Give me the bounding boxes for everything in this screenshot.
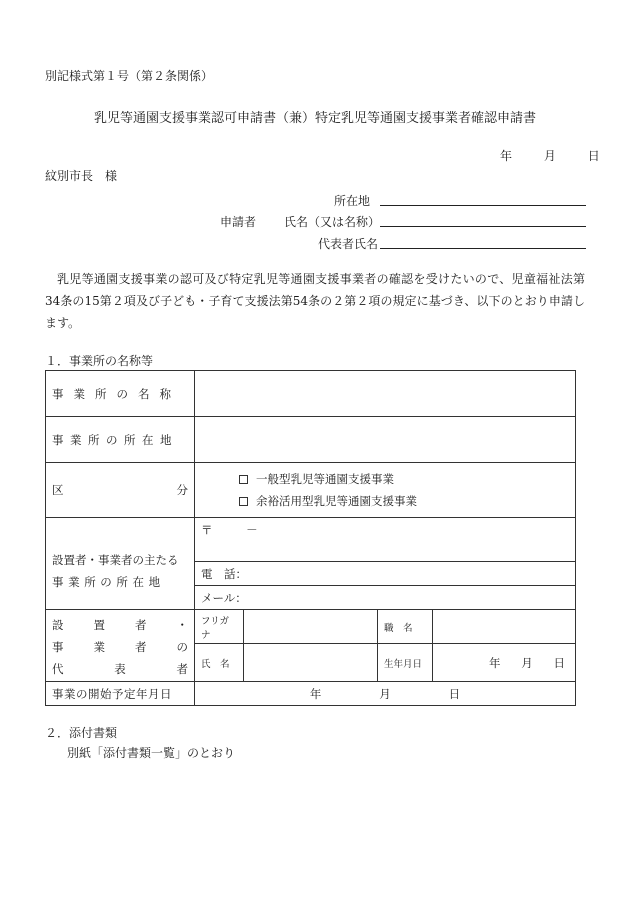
form-number: 別記様式第１号（第２条関係） bbox=[45, 69, 214, 83]
category-row bbox=[46, 463, 576, 518]
facility-address-row bbox=[46, 417, 576, 463]
position-input[interactable] bbox=[433, 610, 576, 644]
start-date-row bbox=[46, 682, 576, 706]
rep-label-line1: 設 置 者 ・ bbox=[52, 617, 188, 632]
furigana-label: フリガナ bbox=[195, 610, 244, 644]
date-month-label: 月 bbox=[543, 149, 556, 163]
section-1-heading: １．事業所の名称等 bbox=[45, 354, 154, 368]
document-title: 乳児等通園支援事業認可申請書（兼）特定乳児等通園支援事業者確認申請書 bbox=[93, 111, 536, 126]
category-option-general-label: 一般型乳児等通園支援事業 bbox=[256, 472, 394, 486]
phone-label: 電 話： bbox=[201, 566, 247, 581]
position-label: 職 名 bbox=[378, 610, 433, 644]
applicant-label: 申請者 bbox=[220, 215, 257, 229]
category-option-general[interactable] bbox=[239, 468, 569, 490]
email-label: メール： bbox=[201, 590, 247, 605]
facility-address-input[interactable] bbox=[195, 417, 576, 463]
category-options-cell bbox=[195, 463, 576, 518]
phone-input[interactable] bbox=[195, 562, 576, 586]
start-month-label: 月 bbox=[379, 686, 391, 701]
facility-address-label: 事業所の所在地 bbox=[52, 432, 178, 447]
rep-name-label: 氏 名 bbox=[195, 644, 244, 682]
facility-name-label-cell bbox=[46, 371, 195, 417]
facility-info-table bbox=[45, 370, 576, 706]
checkbox-general[interactable] bbox=[239, 475, 248, 484]
representative-label: 代表者氏名 bbox=[318, 237, 379, 251]
email-input[interactable] bbox=[195, 586, 576, 610]
birthdate-input[interactable] bbox=[433, 644, 576, 682]
rep-label-line2: 事 業 者 の bbox=[52, 639, 188, 654]
main-office-label-line2: 事業所の所在地 bbox=[52, 574, 165, 589]
postal-address-input[interactable] bbox=[195, 518, 576, 562]
name-field[interactable] bbox=[380, 212, 586, 227]
furigana-input[interactable] bbox=[244, 610, 378, 644]
date-day-label: 日 bbox=[587, 149, 600, 163]
address-label: 所在地 bbox=[334, 194, 371, 208]
main-office-postal-row bbox=[46, 518, 576, 562]
birth-day-label: 日 bbox=[553, 655, 565, 670]
rep-name-input[interactable] bbox=[244, 644, 378, 682]
birth-year-label: 年 bbox=[489, 655, 501, 670]
rep-label-line3: 代 表 者 bbox=[52, 661, 188, 676]
application-date bbox=[500, 147, 600, 164]
main-office-label-cell bbox=[46, 518, 195, 610]
facility-name-row bbox=[46, 371, 576, 417]
address-field[interactable] bbox=[380, 191, 586, 206]
category-option-surplus[interactable] bbox=[239, 490, 569, 512]
category-label-cell bbox=[46, 463, 195, 518]
representative-furigana-row bbox=[46, 610, 576, 644]
application-statement: 乳児等通園支援事業の認可及び特定乳児等通園支援事業者の確認を受けたいので、児童福祉法第34条の15第２項及び子ども・子育て支援法第54条の２第２項の規定に基づき、以下のとおり申請します。 bbox=[45, 272, 585, 330]
category-label-left: 区 bbox=[52, 483, 64, 497]
postal-mark: 〒 bbox=[201, 523, 213, 537]
date-year-label: 年 bbox=[500, 149, 513, 163]
start-day-label: 日 bbox=[448, 686, 461, 701]
addressee: 紋別市長 様 bbox=[45, 169, 118, 183]
start-year-label: 年 bbox=[309, 686, 322, 701]
section-2-heading: ２．添付書類 bbox=[45, 726, 118, 740]
birthdate-label: 生年月日 bbox=[378, 644, 433, 682]
postal-dash: － bbox=[246, 523, 258, 537]
start-date-label: 事業の開始予定年月日 bbox=[46, 682, 195, 706]
name-label: 氏名（又は名称） bbox=[284, 215, 381, 229]
representative-field[interactable] bbox=[380, 234, 586, 249]
facility-name-label: 事業所の名称 bbox=[52, 386, 181, 401]
birth-month-label: 月 bbox=[521, 655, 533, 670]
facility-name-input[interactable] bbox=[195, 371, 576, 417]
representative-label-cell bbox=[46, 610, 195, 682]
facility-address-label-cell bbox=[46, 417, 195, 463]
main-office-label-line1: 設置者・事業者の主たる bbox=[52, 552, 179, 567]
category-option-surplus-label: 余裕活用型乳児等通園支援事業 bbox=[256, 494, 417, 508]
category-label-right: 分 bbox=[176, 483, 188, 497]
start-date-input[interactable] bbox=[195, 682, 576, 706]
checkbox-surplus[interactable] bbox=[239, 497, 248, 506]
attachments-note: 別紙「添付書類一覧」のとおり bbox=[67, 746, 236, 760]
